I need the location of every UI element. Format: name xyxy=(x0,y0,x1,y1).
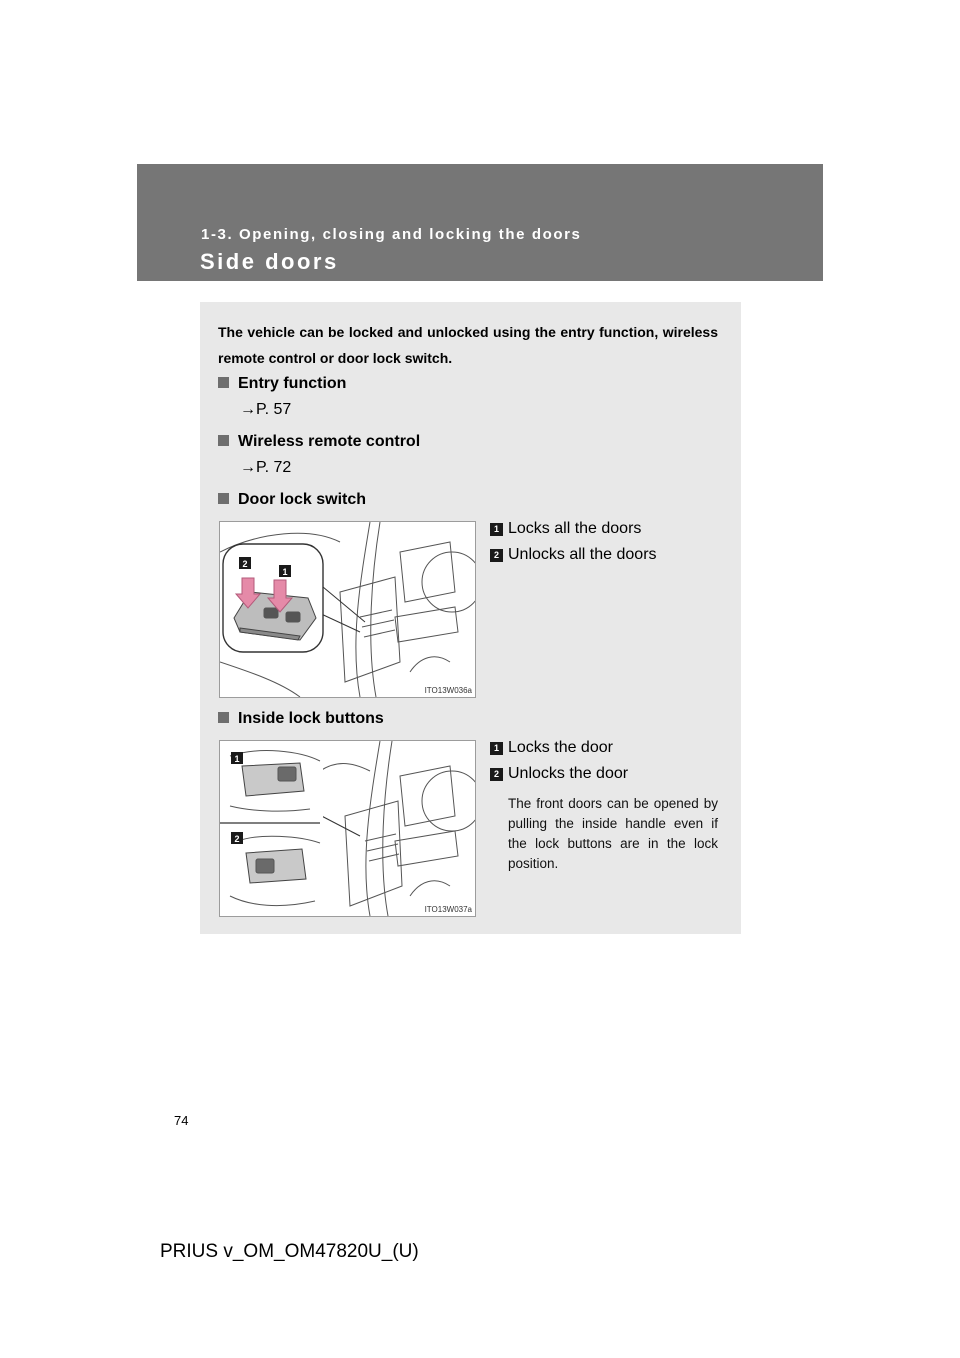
heading-label: Door lock switch xyxy=(238,491,367,508)
callout-text: Locks all the doors xyxy=(508,520,642,537)
page-number: 74 xyxy=(174,1113,189,1128)
svg-text:1: 1 xyxy=(234,754,240,764)
square-bullet-icon xyxy=(218,377,229,388)
callout-text: Locks the door xyxy=(508,739,613,756)
page-reference[interactable]: →P. 57 xyxy=(240,401,292,418)
callout-unlocks-the-door xyxy=(490,765,628,783)
callout-locks-the-door xyxy=(490,739,613,757)
section-label: 1-3. Opening, closing and locking the doors xyxy=(201,226,582,243)
callout-text: Unlocks all the doors xyxy=(508,546,657,563)
square-bullet-icon xyxy=(218,712,229,723)
number-badge: 1 xyxy=(490,523,503,536)
callout-locks-all-doors xyxy=(490,520,641,538)
number-badge: 2 xyxy=(490,768,503,781)
square-bullet-icon xyxy=(218,435,229,446)
page-reference[interactable]: →P. 72 xyxy=(240,459,292,476)
svg-text:1: 1 xyxy=(282,567,288,577)
callout-unlocks-all-doors xyxy=(490,546,657,564)
figure-code: ITO13W036a xyxy=(424,686,472,695)
heading-label: Entry function xyxy=(238,375,347,392)
number-badge: 1 xyxy=(490,742,503,755)
heading-door-lock-switch xyxy=(218,491,366,509)
door-lock-switch-illustration xyxy=(219,521,476,698)
heading-label: Inside lock buttons xyxy=(238,710,384,727)
intro-text: The vehicle can be locked and unlocked using the entry function, wireless remote control or door lock switch. xyxy=(218,324,718,366)
callout-text: Unlocks the door xyxy=(508,765,629,782)
heading-label: Wireless remote control xyxy=(238,433,421,450)
heading-inside-lock-buttons xyxy=(218,710,384,728)
number-badge: 2 xyxy=(490,549,503,562)
figure-code: ITO13W037a xyxy=(424,905,472,914)
heading-wireless-remote-control xyxy=(218,433,420,451)
front-doors-note: The front doors can be opened by pulling the inside handle even if the lock buttons are in the lock position. xyxy=(508,796,718,871)
heading-entry-function xyxy=(218,375,346,393)
svg-text:2: 2 xyxy=(234,834,240,844)
svg-text:2: 2 xyxy=(242,559,248,569)
document-code: PRIUS v_OM_OM47820U_(U) xyxy=(160,1241,419,1262)
page-title: Side doors xyxy=(200,249,339,274)
inside-lock-buttons-illustration xyxy=(219,740,476,917)
square-bullet-icon xyxy=(218,493,229,504)
